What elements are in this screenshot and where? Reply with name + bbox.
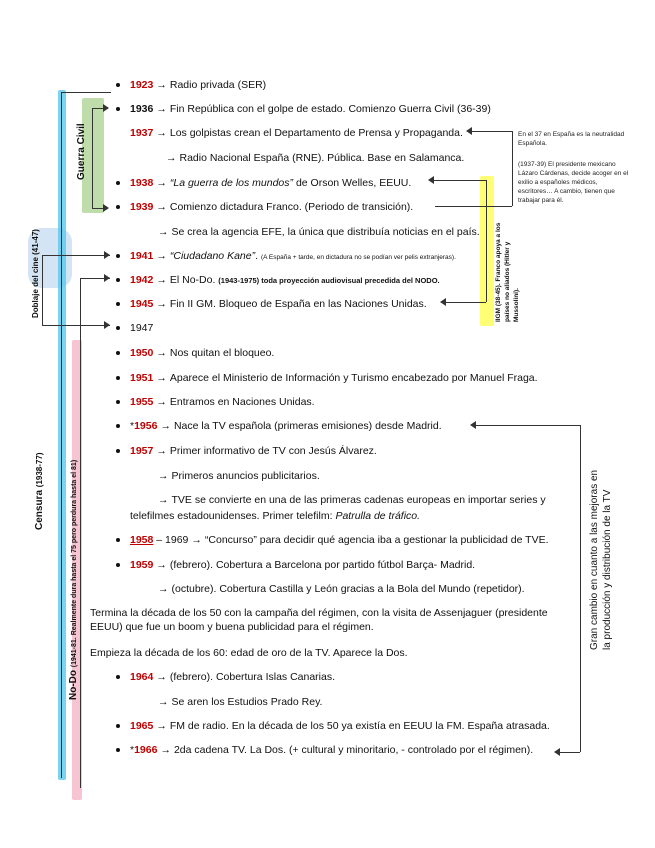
- note-neutralidad: En el 37 en España es la neutralidad Española.: [518, 131, 625, 147]
- arrowhead: [103, 104, 109, 112]
- bullet: [116, 400, 120, 404]
- entry-1957-tve-cont: telefilmes estadounidenses. Primer telefilm: Patrulla de tráfico.: [130, 510, 421, 522]
- entry-1945: 1945 → Fin II GM. Bloqueo de España en las Naciones Unidas.: [130, 298, 427, 310]
- arrowhead: [470, 421, 476, 429]
- bullet: [116, 254, 120, 258]
- entry-1957-tve: → TVE se convierte en una de las primeras cadenas europeas en importar series y: [158, 494, 546, 506]
- entry-1937-rne: → Radio Nacional España (RNE). Pública. Base en Salamanca.: [166, 152, 465, 164]
- arrowhead: [466, 127, 472, 135]
- bullet: [116, 563, 120, 567]
- arrowhead: [103, 204, 109, 212]
- bullet: [116, 107, 120, 111]
- entry-1939: 1939 → Comienzo dictadura Franco. (Periodo de transición).: [130, 201, 414, 213]
- arrowhead: [428, 176, 434, 184]
- entry-1964: 1964 → (febrero). Cobertura Islas Canarias.: [130, 671, 336, 683]
- bullet: [116, 278, 120, 282]
- doblaje-bracket: [42, 255, 43, 325]
- yellow-highlight: [480, 176, 494, 326]
- iigm-bracket: [486, 180, 487, 302]
- guerra-civil-label: Guerra Civil: [76, 123, 87, 180]
- iigm-label: IIGM (38-45). Franco apoya a los países no aliados (Hitler y Mussolini).: [495, 222, 520, 322]
- entry-1955: 1955 → Entramos en Naciones Unidas.: [130, 396, 315, 408]
- tv-change-bracket: [580, 425, 581, 752]
- bullet: [116, 538, 120, 542]
- arrowhead: [440, 298, 446, 306]
- bullet: [116, 724, 120, 728]
- entry-1957: 1957 → Primer informativo de TV con Jesús Álvarez.: [130, 445, 377, 457]
- cyan-highlight: [58, 90, 66, 780]
- entry-1957-anuncios: → Primeros anuncios publicitarios.: [158, 470, 320, 482]
- note-cardenas: (1937-39) El presidente mexicano Lázaro Cárdenas, decide acoger en el exilio a españoles médicos, escritores… A cambio, tienen que trabajar para él.: [518, 161, 629, 204]
- arrowhead: [554, 748, 560, 756]
- bullet: [116, 326, 120, 330]
- entry-1959-octubre: → (octubre). Cobertura Castilla y León gracias a la Bola del Mundo (repetidor).: [158, 583, 525, 595]
- bullet: [116, 748, 120, 752]
- nodo-label: No-Do (1941-81. Realmente dura hasta el 75 pero perdura hasta el 81): [68, 459, 79, 700]
- entry-1936: 1936 → Fin República con el golpe de estado. Comienzo Guerra Civil (36-39): [130, 103, 491, 115]
- entry-1938: 1938 → “La guerra de los mundos” de Orson Welles, EEUU.: [130, 177, 412, 189]
- bullet: [116, 83, 120, 87]
- bullet: [116, 675, 120, 679]
- entry-1950: 1950 → Nos quitan el bloqueo.: [130, 347, 275, 359]
- entry-1947: 1947: [130, 322, 154, 334]
- paragraph-inicio-60: Empieza la década de los 60: edad de oro de la TV. Aparece la Dos.: [90, 647, 408, 659]
- entry-1965: 1965 → FM de radio. En la década de los 50 ya existía en EEUU la FM. España atrasada.: [130, 720, 550, 732]
- bullet: [116, 449, 120, 453]
- bullet: [116, 302, 120, 306]
- bullet: [116, 376, 120, 380]
- bullet: [116, 351, 120, 355]
- entry-1937: 1937 → Los golpistas crean el Departamento de Prensa y Propaganda.: [130, 127, 463, 139]
- entry-1942: 1942 → El No-Do. (1943-1975) toda proyección audiovisual precedida del NODO.: [130, 274, 440, 286]
- entry-1956: *1956 → Nace la TV española (primeras emisiones) desde Madrid.: [130, 420, 442, 432]
- entry-1959: 1959 → (febrero). Cobertura a Barcelona por partido fútbol Barça- Madrid.: [130, 559, 476, 571]
- doblaje-label: Doblaje del cine (41-47): [31, 229, 40, 318]
- entry-1941: 1941 → “Ciudadano Kane”. (A España + tarde, en dictadura no se podían ver pelis extranjeras).: [130, 250, 456, 262]
- entry-1923: 1923 → Radio privada (SER): [130, 79, 267, 91]
- censura-label: Censura (1938-77): [34, 452, 45, 530]
- paragraph-fin-50: Termina la década de los 50 con la campaña del régimen, con la visita de Assenjaguer (presidente EEUU) que fue un boom y buena publicidad para el régimen.: [90, 607, 548, 633]
- entry-1958: 1958 – 1969 → “Concurso” para decidir qué agencia iba a gestionar la publicidad de TVE.: [130, 534, 549, 546]
- arrowhead: [104, 321, 110, 329]
- censura-line: [61, 92, 62, 778]
- guerra-civil-bracket: [92, 108, 93, 208]
- note-bracket: [512, 131, 513, 206]
- bullet: [116, 424, 120, 428]
- gran-cambio-label: Gran cambio en cuanto a las mejoras en la producción y distribución de la TV: [589, 469, 613, 650]
- entry-1939-efe: → Se crea la agencia EFE, la única que distribuía noticias en el país.: [158, 226, 480, 238]
- entry-1966: *1966 → 2da cadena TV. La Dos. (+ cultural y minoritario, - controlado por el régimen).: [130, 744, 534, 756]
- entry-1964-estudios: → Se aren los Estudios Prado Rey.: [158, 696, 323, 708]
- arrowhead: [104, 274, 110, 282]
- bullet: [116, 205, 120, 209]
- arrowhead: [104, 251, 110, 259]
- entry-1951: 1951 → Aparece el Ministerio de Información y Turismo encabezado por Manuel Fraga.: [130, 372, 538, 384]
- bullet: [116, 181, 120, 185]
